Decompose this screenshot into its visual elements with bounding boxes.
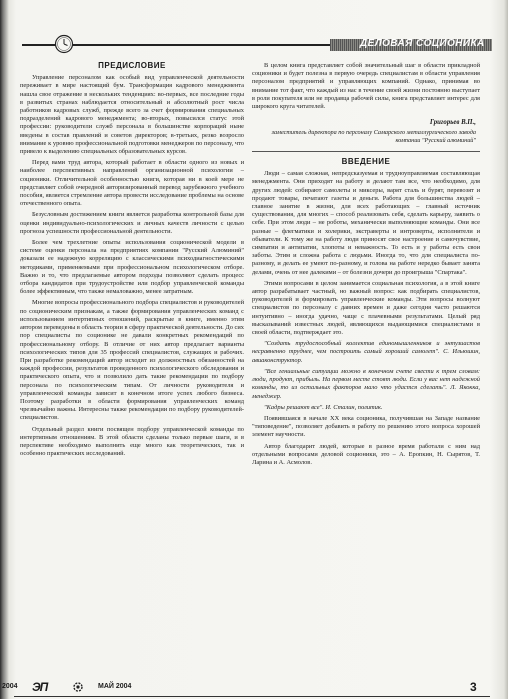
gear-icon [72, 681, 84, 693]
intro-quote: "Все гениальные ситуации можно в конечном счете свести к трем словам: люди, продукт, прибыль. На первом месте стоят люди. Если у вас нет надежной команды, то из остальных факторов мало что удастся сделать". Л. Якокка, менеджер. [252, 367, 480, 400]
right-column [252, 62, 480, 470]
section-divider [252, 151, 480, 152]
section-title: ДЕЛОВАЯ СОЦИОНИКА [360, 38, 485, 49]
clock-icon [54, 34, 74, 54]
intro-paragraph: Люди – самая сложная, непредсказуемая и трудноуправляемая составляющая менеджмента. Они приходят на работу и делают там все, что необходимо, для других людей: собирают самолеты и миксеры, варят сталь и бурят, перевозят и продают товары, печатают газеты и деньги. Работа для большинства людей – главное занятие в жизни, для всех работающих – главный источник существования, для многих – способ реализовать себя, сделать карьеру, заявить о себе. При этом люди – не роботы, механически выполняющие команды. Они все разные – флегматики и холерики, экстраверты и интроверты, исполнители и обыватели. К тому же на работу люди приносят свое настроение и самочувствие, симпатии и антипатии, хлопоты и неважность. То есть и у работы есть свои заботы. Этим и сложна работа с людьми. Иногда то, что для специалиста по-разному, и делать ее умеют по-разному, и голова на работе нередко бывает занята делами, очень от нее далекими – от болезни дочери до проигрыша "Спартака". [252, 170, 480, 276]
intro-paragraph: Появившаяся в начале XX века соционика, получившая на Западе название "типоведение", позволяет добавить в работу по решению этого вопроса хорошей элемент научности. [252, 414, 480, 439]
author-title: заместитель директора по персоналу Самарского металлургического завода компании "Русский алюминий" [271, 129, 476, 145]
preface-heading: ПРЕДИСЛОВИЕ [98, 61, 166, 70]
preface-paragraph: Перед вами труд автора, который работает в области одного из новых и наиболее перспективных направлений организационной психологии – соционики. Отличительной особенностью книги, которая ни в коей мере не представляет собой очередной авторизированный перевод зарубежного учебного пособия, является стремление автора провести исследование проблемы на основе отечественного опыта. [20, 159, 244, 208]
footer-date: МАЙ 2004 [98, 683, 132, 690]
intro-paragraph: Этими вопросами в целом занимается социальная психология, а в этой книге автор разрабатывает частный, но важный вопрос: как подбирать специалистов, руководителей и формировать управленческие команды. Эти вопросы волнуют специалистов по персоналу с давних времен и даже сегодня часто решаются интуитивно – иногда удачно, чаще с плачевными результатами. Целый ряд высказываний известных людей, являющихся выдающимися специалистами в своей области, подтверждает это. [252, 279, 480, 337]
preface-paragraph: Многие вопросы профессионального подбора специалистов и руководителей по соционическим признакам, а также формирования управленческих команд с использованием интертипных отношений, раскрытые в книге, именно этим автором переведены в область теории в сферу практической деятельности. До сих пор специалисты по соционике не давали конкретных рекомендаций по профессиональному отбору. В отличие от них автор предлагает варианты психологических типов для 35 профессий специалистов, служащих и рабочих. При разработке рекомендаций автор исходит из должностных обязанностей на каждой профессии, результатов проведенного психологического обследования и практического опыта, что и позволило дать такие рекомендации по подбору персонала по психологическим типам. От личности руководителя и управленческой команды зависит в конечном итоге успех любого бизнеса. Поэтому разработки в области формирования управленческих команд чрезвычайно важны. Интересны также рекомендации по подбору руководителей-специалистов. [20, 299, 244, 422]
preface-paragraph: Отдельный раздел книги посвящен подбору управленческой команды по интертипным отношениям. В этой области сделаны только первые шаги, и в перспективе необходимо выполнить еще много как теоретических, так и особенно практических исследований. [20, 425, 244, 458]
footer-year: 2004 [2, 683, 18, 690]
page-number: 3 [470, 680, 477, 694]
left-column [20, 62, 244, 461]
preface-paragraph: Безусловным достижением книги является разработка контрольной базы для оценки индивидуально-психологических и личных качеств личности с целью прогноза успешности профессиональной деятельности. [20, 211, 244, 235]
intro-heading: ВВЕДЕНИЕ [341, 157, 391, 167]
preface-paragraph: Более чем трехлетние опыты использования соционической модели в системе оценки персонала на предприятиях компании "Русский Алюминий" доказали ее надежную корреляцию с классическими психодиагностическими методиками, применяемыми при профессиональном психологическом отборе. Важно и то, что предлагаемые автором подходы позволяют сделать процесс отбора кандидатов при трудоустройстве или подбор управленческой команды более эффективным, что также немаловажно, менее затратным. [20, 239, 244, 296]
intro-quote: "Создать трудоспособный коллектив единомышленников и энтузиастов несравненно труднее, чем построить самый хороший самолет". С. Ильюшин, авиаконструктор. [252, 340, 480, 364]
intro-quote: "Кадры решают все". И. Сталин, политик. [264, 403, 383, 411]
preface-paragraph: В целом книга представляет собой значительный шаг в области прикладной соционики и будет полезна в первую очередь специалистам в области управления персоналом предприятий и управляющих компаний. Однако, принимая во внимание тот факт, что каждый из нас в течение своей жизни постоянно выступает в роли покупателя или не продавца рабочей силы, книга представляет интерес для широкого круга читателей. [252, 62, 480, 111]
footer-rule [14, 696, 490, 697]
magazine-logo: ЭП [32, 680, 48, 694]
intro-paragraph: Автор благодарит людей, которые в разное время работали с ним над отдельными вопросами деловой соционики, это – А. Еропкин, Н. Сырятов, Т. Ларина и А. Асмолов. [252, 442, 480, 466]
page-footer [0, 680, 508, 699]
preface-paragraph: Управление персоналом как особый вид управленческой деятельности переживает в мире настоящий бум. Трансформация кадрового менеджмента нашла свое отражение в нескольких тенденциях: во-первых, все последние годы в развитых странах наблюдается относительный и абсолютный рост числа работников кадровых служб, прежде всего за счет формирования специальных подразделений кадрового менеджмента; во-вторых, повысился статус этой профессии: руководители служб персонала в большинстве корпораций ныне введены в состав правлений и советов директоров; в-третьих, резко возросло внимание к уровню профессиональной подготовки менеджеров по персоналу, что привело к выделению специальных образовательных курсов. [20, 74, 244, 156]
author-signature [252, 119, 476, 145]
author-name: Григорьев В.П., [429, 119, 476, 127]
